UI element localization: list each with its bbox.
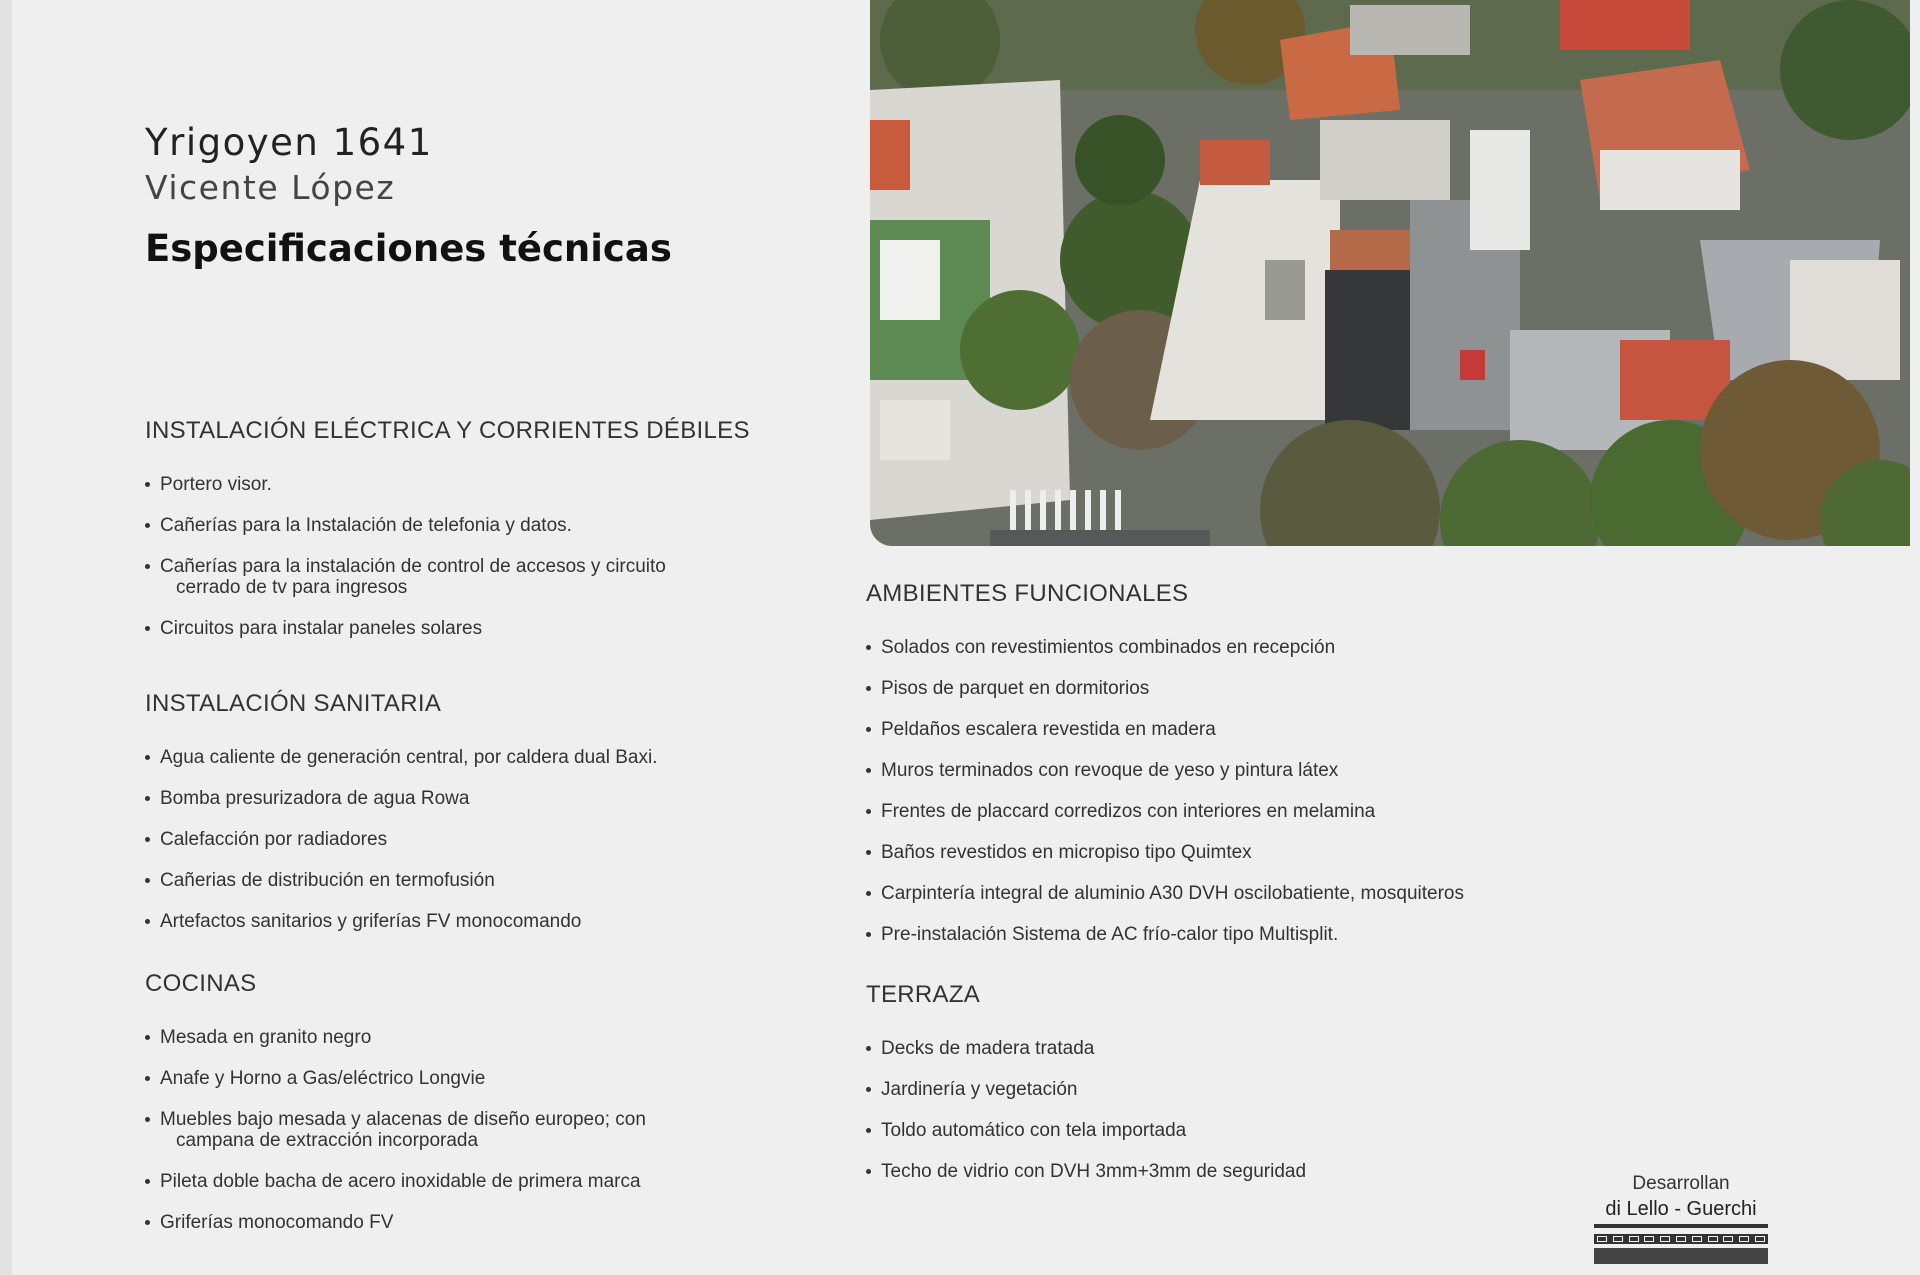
section-sanitaria [145,689,658,952]
list-item: Cañerías para la instalación de control de accesos y circuito cerrado de tv para ingresos [145,556,750,598]
bullet-icon [145,1117,150,1122]
developer-block [1592,1172,1770,1264]
bullet-icon [145,878,150,883]
section-cocinas [145,969,646,1253]
aerial-photo-icon [870,0,1910,546]
bullet-icon [866,932,871,937]
bullet-icon [866,768,871,773]
list-item: Agua caliente de generación central, por caldera dual Baxi. [145,747,658,768]
bullet-icon [866,809,871,814]
bullet-icon [145,1076,150,1081]
bullet-icon [145,919,150,924]
list-electrica [145,474,750,639]
bullet-icon [145,523,150,528]
list-terraza [866,1038,1306,1182]
bullet-icon [145,1179,150,1184]
bullet-icon [145,482,150,487]
list-item: Muebles bajo mesada y alacenas de diseño europeo; con campana de extracción incorporada [145,1109,646,1151]
left-edge-strip [0,0,12,1275]
bullet-icon [866,645,871,650]
bullet-icon [866,1128,871,1133]
list-item: Circuitos para instalar paneles solares [145,618,750,639]
list-item: Solados con revestimientos combinados en recepción [866,637,1464,658]
bullet-icon [145,564,150,569]
list-item: Jardinería y vegetación [866,1079,1306,1100]
section-title-terraza: TERRAZA [866,981,981,1008]
list-item: Griferías monocomando FV [145,1212,646,1233]
bullet-icon [145,837,150,842]
list-item: Frentes de placcard corredizos con interiores en melamina [866,801,1464,822]
list-item: Artefactos sanitarios y griferías FV monocomando [145,911,658,932]
list-item: Muros terminados con revoque de yeso y pintura látex [866,760,1464,781]
project-address: Yrigoyen 1641 [145,121,433,164]
list-ambientes [866,637,1464,945]
list-item: Toldo automático con tela importada [866,1120,1306,1141]
list-item: Baños revestidos en micropiso tipo Quimtex [866,842,1464,863]
section-title-cocinas: COCINAS [145,970,257,997]
list-cocinas [145,1027,646,1233]
bullet-icon [866,727,871,732]
list-item: Anafe y Horno a Gas/eléctrico Longvie [145,1068,646,1089]
section-electrica [145,416,750,659]
list-item: Bomba presurizadora de agua Rowa [145,788,658,809]
developer-name: di Lello - Guerchi [1605,1198,1757,1220]
section-terraza [866,980,1306,1202]
list-item: Pisos de parquet en dormitorios [866,678,1464,699]
section-ambientes [866,579,1464,965]
list-item: Pre-instalación Sistema de AC frío-calor tipo Multisplit. [866,924,1464,945]
list-item: Carpintería integral de aluminio A30 DVH oscilobatiente, mosquiteros [866,883,1464,904]
list-item: Mesada en granito negro [145,1027,646,1048]
project-city: Vicente López [145,168,396,207]
list-item: Cañerias de distribución en termofusión [145,870,658,891]
bullet-icon [145,626,150,631]
bullet-icon [145,1035,150,1040]
list-sanitaria [145,747,658,932]
bullet-icon [866,686,871,691]
bullet-icon [145,1220,150,1225]
section-title-sanitaria: INSTALACIÓN SANITARIA [145,690,442,717]
bullet-icon [866,891,871,896]
aerial-photo [870,0,1910,546]
title-block [145,120,672,272]
bullet-icon [866,850,871,855]
list-item: Cañerías para la Instalación de telefonia y datos. [145,515,750,536]
bullet-icon [866,1046,871,1051]
bullet-icon [145,796,150,801]
list-item: Portero visor. [145,474,750,495]
section-title-electrica: INSTALACIÓN ELÉCTRICA Y CORRIENTES DÉBILES [145,417,750,444]
list-item: Peldaños escalera revestida en madera [866,719,1464,740]
list-item: Pileta doble bacha de acero inoxidable de primera marca [145,1171,646,1192]
developer-label: Desarrollan [1632,1173,1730,1194]
list-item: Techo de vidrio con DVH 3mm+3mm de seguridad [866,1161,1306,1182]
bullet-icon [145,755,150,760]
bullet-icon [866,1087,871,1092]
section-title-ambientes: AMBIENTES FUNCIONALES [866,580,1189,607]
developer-logo-icon [1594,1224,1768,1264]
bullet-icon [866,1169,871,1174]
list-item: Decks de madera tratada [866,1038,1306,1059]
list-item: Calefacción por radiadores [145,829,658,850]
page-title: Especificaciones técnicas [145,227,672,270]
